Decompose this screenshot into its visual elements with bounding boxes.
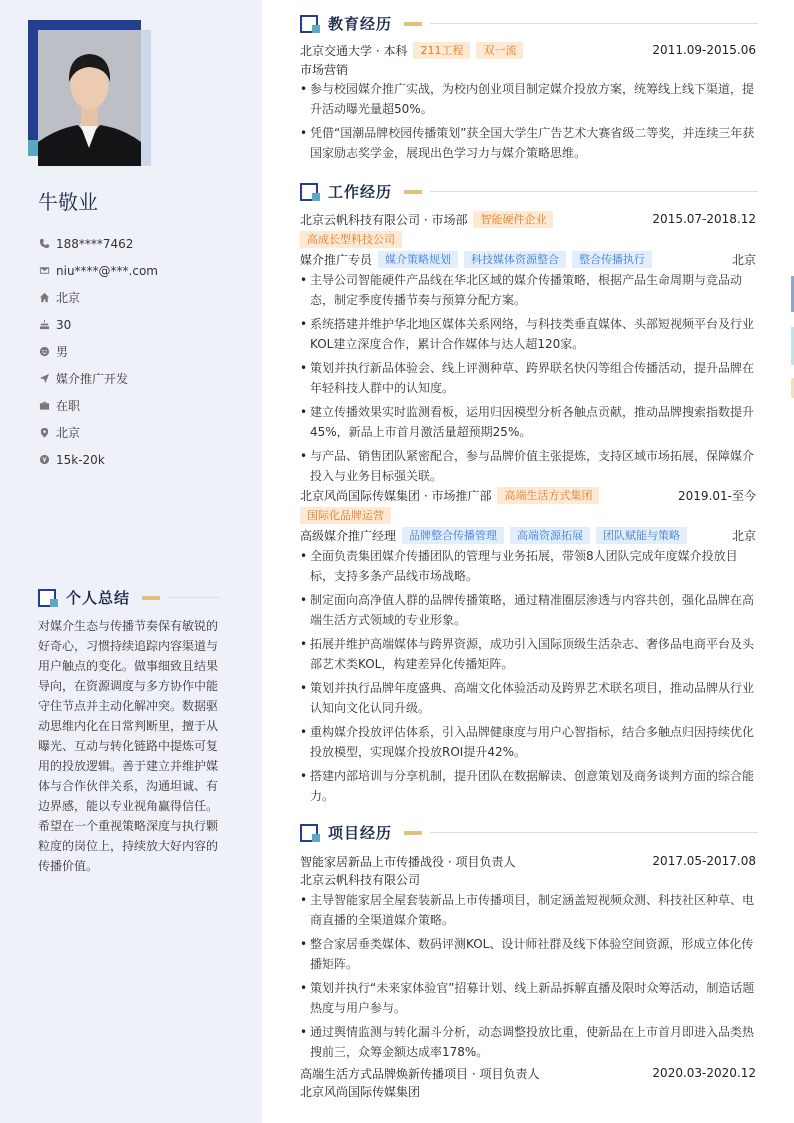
section-square-icon [300,15,318,33]
project-block [300,1064,756,1100]
list-item: • 拓展并维护高端媒体与跨界资源，成功引入国际顶级生活杂志、奢侈品电商平台及头部艺术类KOL，构建差异化传播矩阵。 [300,634,756,674]
info-salary-text: 15k-20k [56,452,105,467]
section-divider [168,597,220,598]
work-title: 工作经历 [328,183,393,201]
job-city: 北京 [731,252,756,267]
education-major: 市场营销 [300,62,349,77]
list-item: • 策划并执行“未来家体验官”招募计划、线上新品拆解直播及限时众筹活动，制造话题热度与用户参与。 [300,978,756,1018]
skill-tag: 品牌整合传播管理 [402,527,504,544]
list-item: • 搭建内部培训与分享机制，提升团队在数据解读、创意策划及商务谈判方面的综合能力。 [300,766,756,806]
job-extra-tag-row [300,504,756,526]
school-tag: 双一流 [476,42,523,59]
education-bullets [300,79,756,163]
summary-title: 个人总结 [66,589,131,607]
job-header [300,486,756,504]
list-item: • 参与校园媒介推广实战，为校内创业项目制定媒介投放方案，统筹线上线下渠道，提升活动曝光量超50%。 [300,79,756,119]
location-icon [38,427,50,439]
section-square-icon [38,589,56,607]
info-status-text: 在职 [56,399,81,413]
company-tag: 国际化品牌运营 [300,507,391,524]
info-email-text: niu****@***.com [56,263,158,278]
project-block [300,852,756,1066]
summary-section-title [38,587,220,608]
section-accent-bar [142,596,160,600]
info-home-text: 北京 [56,291,81,305]
job-extra-tag-row [300,228,756,250]
skill-tag: 团队赋能与策略 [596,527,687,544]
cake-icon [38,319,50,331]
list-item: • 通过舆情监测与转化漏斗分析，动态调整投放比重，使新品在上市首月即进入品类热搜前三，众筹金额达成率178%。 [300,1022,756,1062]
info-location [38,419,158,446]
section-divider [430,832,758,833]
project-date: 2017.05-2017.08 [652,854,756,868]
info-location-text: 北京 [56,426,81,440]
info-phone [38,230,158,257]
project-name: 智能家居新品上市传播战役 · 项目负责人 [300,854,516,869]
list-item: • 主导公司智能硬件产品线在华北区域的媒介传播策略，根据产品生命周期与竞品动态，制定季度传播节奏与预算分配方案。 [300,270,756,310]
education-section-title [300,13,758,34]
job-city: 北京 [731,528,756,543]
school-tag: 211工程 [413,42,470,59]
home-icon [38,292,50,304]
section-accent-bar [404,831,422,835]
company-tag: 高端生活方式集团 [497,487,599,504]
skill-tag: 高端资源拓展 [510,527,590,544]
candidate-name: 牛敬业 [38,190,98,214]
education-major-row [300,59,756,79]
company-tag: 高成长型科技公司 [300,231,402,248]
job-position-row [300,250,756,268]
job-position: 高级媒介推广经理 [300,528,397,543]
list-item: • 策划并执行品牌年度盛典、高端文化体验活动及跨界艺术联名项目，推动品牌从行业认知向文化认同升级。 [300,678,756,718]
info-gender [38,338,158,365]
project-company-row [300,870,756,888]
list-item: • 系统搭建并维护华北地区媒体关系网络，与科技类垂直媒体、头部短视频平台及行业KOL建立深度合作，累计合作媒体与达人超120家。 [300,314,756,354]
info-age-text: 30 [56,317,72,332]
list-item: • 建立传播效果实时监测看板，运用归因模型分析各触点贡献，推动品牌搜索指数提升45%，新品上市首月激活量超预期25%。 [300,402,756,442]
list-item: • 主导智能家居全屋套装新品上市传播项目，制定涵盖短视频众测、科技社区种草、电商直播的全渠道媒介策略。 [300,890,756,930]
contact-info [38,230,158,473]
list-item: • 制定面向高净值人群的品牌传播策略，通过精准圈层渗透与内容共创，强化品牌在高端生活方式领域的专业形象。 [300,590,756,630]
info-age [38,311,158,338]
job-header [300,210,756,228]
section-divider [430,23,758,24]
section-divider [430,191,758,192]
education-header [300,41,756,59]
job-bullets [300,270,756,486]
project-company: 北京云帆科技有限公司 [300,872,421,887]
info-salary [38,446,158,473]
project-date: 2020.03-2020.12 [652,1066,756,1080]
job-date: 2015.07-2018.12 [652,212,756,226]
info-target [38,365,158,392]
work-section-title [300,181,758,202]
sidebar [0,0,262,1123]
briefcase-icon [38,400,50,412]
skill-tag: 整合传播执行 [572,251,652,268]
avatar [38,30,141,166]
section-accent-bar [404,190,422,194]
skill-tag: 科技媒体资源整合 [464,251,566,268]
info-home [38,284,158,311]
section-square-icon [300,824,318,842]
list-item: • 整合家居垂类媒体、数码评测KOL、设计师社群及线下体验空间资源，形成立体化传播矩阵。 [300,934,756,974]
job-block [300,210,756,490]
school-name: 北京交通大学 · 本科 [300,43,408,58]
list-item: • 重构媒介投放评估体系，引入品牌健康度与用户心智指标，结合多触点归因持续优化投放模型，实现媒介投放ROI提升42%。 [300,722,756,762]
list-item: • 全面负责集团媒介传播团队的管理与业务拓展，带领8人团队完成年度媒介投放目标，支持多条产品线市场战略。 [300,546,756,586]
job-date: 2019.01-至今 [678,488,756,503]
project-name: 高端生活方式品牌焕新传播项目 · 项目负责人 [300,1066,540,1081]
section-accent-bar [404,22,422,26]
info-status [38,392,158,419]
gender-icon [38,346,50,358]
list-item: • 与产品、销售团队紧密配合，参与品牌价值主张提炼，支持区域市场拓展，保障媒介投入与业务目标强关联。 [300,446,756,486]
job-position: 媒介推广专员 [300,252,373,267]
job-company: 北京风尚国际传媒集团 · 市场推广部 [300,488,492,503]
job-block [300,486,756,810]
education-block [300,41,756,167]
education-title: 教育经历 [328,15,393,33]
salary-icon [38,454,50,466]
photo-accent [28,140,38,156]
project-company-row [300,1082,756,1100]
summary-text: 对媒介生态与传播节奏保有敏锐的好奇心，习惯持续追踪内容渠道与用户触点的变化。做事细致且结果导向，在资源调度与多方协作中能守住节点并主动化解冲突。数据驱动思维内化在日常判断里，擅于从曝光、互动与转化链路中提炼可复用的投放逻辑。善于建立并维护媒体与合作伙伴关系，沟通坦诚、有边界感，能以专业视角赢得信任。希望在一个重视策略深度与执行颗粒度的岗位上，持续放大好内容的传播价值。 [38,619,219,873]
section-square-icon [300,183,318,201]
list-item: • 凭借“国潮品牌校园传播策划”获全国大学生广告艺术大赛省级二等奖，并连续三年获国家励志奖学金，展现出色学习力与媒介策略思维。 [300,123,756,163]
list-item: • 策划并执行新品体验会、线上评测种草、跨界联名快闪等组合传播活动，提升品牌在年轻科技人群中的认知度。 [300,358,756,398]
project-company: 北京风尚国际传媒集团 [300,1084,421,1099]
education-date: 2011.09-2015.06 [652,43,756,57]
info-phone-text: 188****7462 [56,236,134,251]
skill-tag: 媒介策略规划 [378,251,458,268]
projects-title: 项目经历 [328,824,393,842]
project-bullets [300,890,756,1062]
project-header [300,1064,756,1082]
info-target-text: 媒介推广开发 [56,372,129,386]
phone-icon [38,238,50,250]
info-email [38,257,158,284]
job-bullets [300,546,756,806]
info-gender-text: 男 [56,345,69,359]
projects-section-title [300,822,758,843]
company-tag: 智能硬件企业 [473,211,553,228]
project-header [300,852,756,870]
send-icon [38,373,50,385]
job-company: 北京云帆科技有限公司 · 市场部 [300,212,468,227]
email-icon [38,265,50,277]
job-position-row [300,526,756,544]
